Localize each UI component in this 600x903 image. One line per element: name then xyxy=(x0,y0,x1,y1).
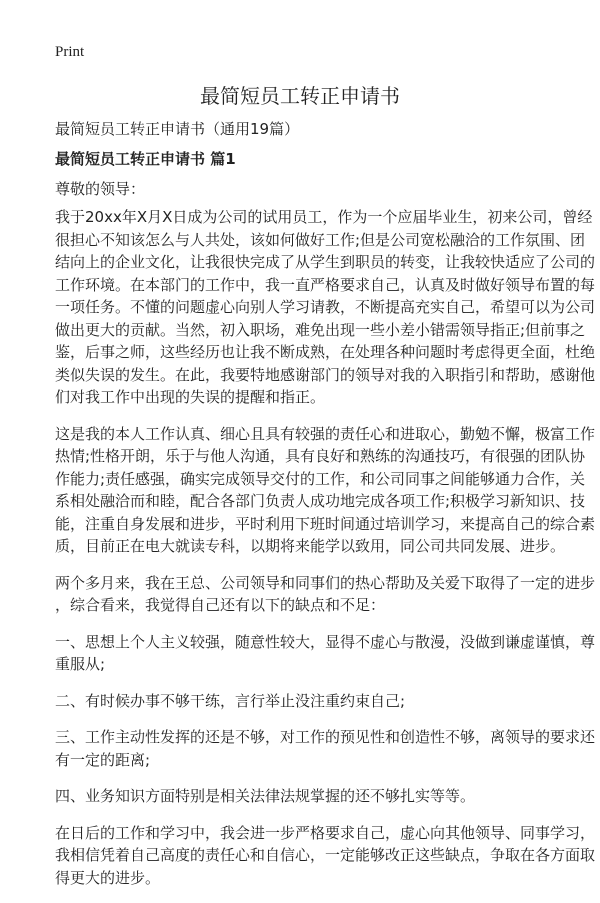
text-line: 在日后的工作和学习中，我会进一步严格要求自己，虚心向其他领导、同事学习， xyxy=(55,823,596,842)
paragraph xyxy=(55,206,596,409)
text-line: 作能力;责任感强，确实完成领导交付的工作，和公司同事之间能够通力合作，关 xyxy=(55,469,586,488)
text-line: 四、业务知识方面特别是相关法律法规掌握的还不够扎实等等。 xyxy=(55,787,476,805)
text-line: 做出更大的贡献。当然，初入职场，难免出现一些小差小错需领导指正;但前事之 xyxy=(55,320,586,339)
document-body xyxy=(55,206,596,903)
paragraph xyxy=(55,785,565,808)
greeting: 尊敬的领导： xyxy=(55,180,146,198)
text-line: 很担心不知该怎么与人共处，该如何做好工作;但是公司宽松融洽的工作氛围、团 xyxy=(55,230,586,249)
text-line: 得更大的进步。 xyxy=(55,868,161,887)
text-line: 重服从; xyxy=(55,655,106,673)
paragraph xyxy=(55,423,596,558)
text-line: 能，注重自身发展和进步，平时利用下班时间通过培训学习，来提高自己的综合素 xyxy=(55,514,596,533)
text-line: 我于20xx年X月X日成为公司的试用员工，作为一个应届毕业生，初来公司，曾经 xyxy=(55,208,593,226)
text-line: 类似失误的发生。在此，我要特地感谢部门的领导对我的入职指引和帮助，感谢他 xyxy=(55,365,596,384)
text-line: 工作环境。在本部门的工作中，我一直严格要求自己，认真及时做好领导布置的每 xyxy=(55,275,596,294)
document-title: 最简短员工转正申请书 xyxy=(200,84,400,108)
document-subtitle: 最简短员工转正申请书（通用19篇） xyxy=(55,120,300,138)
paragraph xyxy=(55,572,596,617)
text-line: 热情;性格开朗，乐于与他人沟通，具有良好和熟练的沟通技巧，有很强的团队协 xyxy=(55,447,586,465)
section-heading: 最简短员工转正申请书 篇1 xyxy=(55,150,236,168)
text-line: ，综合看来，我觉得自己还有以下的缺点和不足： xyxy=(55,596,386,614)
text-line: 系相处融洽而和睦，配合各部门负责人成功地完成各项工作;积极学习新知识、技 xyxy=(55,492,586,510)
text-line: 这是我的本人工作认真、细心且具有较强的责任心和进取心，勤勉不懈，极富工作 xyxy=(55,424,596,443)
paragraph xyxy=(55,690,565,713)
text-line: 质，目前正在电大就读专科，以期将来能学以致用，同公司共同发展、进步。 xyxy=(55,537,566,555)
text-line: 我相信凭着自己高度的责任心和自信心，一定能够改正这些缺点，争取在各方面取 xyxy=(55,846,596,864)
text-line: 们对我工作中出现的失误的提醒和指正。 xyxy=(55,388,326,406)
text-line: 一项任务。不懂的问题虚心向别人学习请教，不断提高充实自己，希望可以为公司 xyxy=(55,298,596,316)
paragraph xyxy=(55,726,596,771)
text-line: 二、有时候办事不够干练，言行举止没注重约束自己; xyxy=(55,691,406,710)
text-line: 结向上的企业文化，让我很快完成了从学生到职员的转变，让我较快适应了公司的 xyxy=(55,253,596,271)
paragraph xyxy=(55,822,596,890)
print-label[interactable]: Print xyxy=(55,44,85,60)
text-line: 三、工作主动性发挥的还是不够，对工作的预见性和创造性不够，离领导的要求还 xyxy=(55,728,596,746)
text-line: 一、思想上个人主义较强，随意性较大，显得不虚心与散漫，没做到谦虚谨慎，尊 xyxy=(55,632,596,651)
paragraph xyxy=(55,631,596,676)
text-line: 有一定的距离; xyxy=(55,750,151,769)
text-line: 两个多月来，我在王总、公司领导和同事们的热心帮助及关爱下取得了一定的进步 xyxy=(55,573,596,592)
text-line: 鉴，后事之师，这些经历也让我不断成熟，在处理各种问题时考虑得更全面，杜绝 xyxy=(55,343,596,361)
